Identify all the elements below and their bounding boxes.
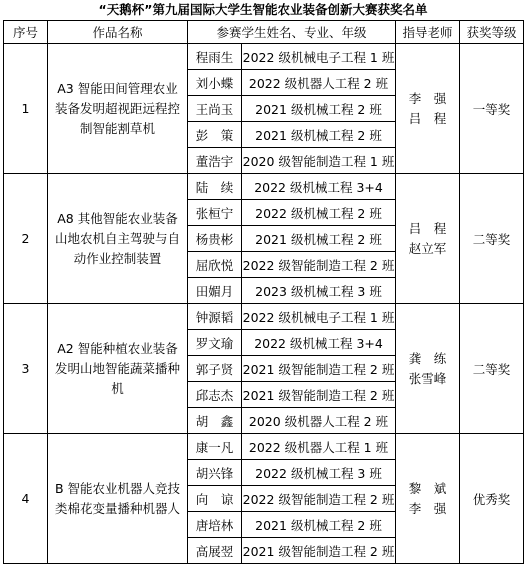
header-project: 作品名称 — [48, 21, 188, 44]
page-title: “天鹅杯”第九届国际大学生智能农业装备创新大赛获奖名单 — [98, 2, 428, 17]
header-seq: 序号 — [4, 21, 48, 44]
student-major-cell: 2021 级机械工程 2 班 — [242, 226, 396, 252]
student-name-cell: 钟源韬 — [188, 304, 242, 330]
project-name-cell: B 智能农业机器人竞技类棉花变量播种机器人 — [48, 434, 188, 564]
header-advisor: 指导老师 — [396, 21, 460, 44]
student-name-cell: 彭 策 — [188, 122, 242, 148]
award-cell: 二等奖 — [460, 304, 524, 434]
student-major-cell: 2022 级智能制造工程 2 班 — [242, 252, 396, 278]
advisor-name: 李 强 — [408, 500, 447, 516]
student-name-cell: 屈欣悦 — [188, 252, 242, 278]
student-major-cell: 2021 级智能制造工程 2 班 — [242, 538, 396, 564]
student-name-cell: 康一凡 — [188, 434, 242, 460]
table-row — [4, 44, 524, 70]
award-cell: 优秀奖 — [460, 434, 524, 564]
advisor-name: 吕 程 — [408, 110, 447, 126]
student-major-cell: 2022 级机械工程 3+4 — [242, 330, 396, 356]
advisor-name: 黎 斌 — [408, 480, 447, 496]
student-major-cell: 2022 级机械电子工程 1 班 — [242, 304, 396, 330]
student-major-cell: 2022 级智能制造工程 2 班 — [242, 486, 396, 512]
student-name-cell: 郭子贤 — [188, 356, 242, 382]
student-name-cell: 陆 续 — [188, 174, 242, 200]
student-major-cell: 2021 级机械工程 2 班 — [242, 512, 396, 538]
student-name-cell: 董浩宇 — [188, 148, 242, 174]
student-name-cell: 杨贵彬 — [188, 226, 242, 252]
student-major-cell: 2022 级机器人工程 2 班 — [242, 70, 396, 96]
student-name-cell: 王尚玉 — [188, 96, 242, 122]
header-students: 参赛学生姓名、专业、年级 — [188, 21, 396, 44]
header-row — [4, 21, 524, 44]
student-major-cell: 2021 级智能制造工程 2 班 — [242, 356, 396, 382]
advisor-cell — [396, 174, 460, 304]
student-major-cell: 2021 级机械工程 2 班 — [242, 122, 396, 148]
student-major-cell: 2020 级机器人工程 2 班 — [242, 408, 396, 434]
advisor-cell — [396, 44, 460, 174]
advisor-name: 张雪峰 — [408, 370, 447, 386]
student-name-cell: 胡兴锋 — [188, 460, 242, 486]
award-table — [3, 20, 524, 564]
student-major-cell: 2022 级机械工程 3+4 — [242, 174, 396, 200]
advisor-cell — [396, 434, 460, 564]
award-cell: 一等奖 — [460, 44, 524, 174]
advisor-name: 赵立军 — [408, 240, 447, 256]
student-major-cell: 2020 级智能制造工程 1 班 — [242, 148, 396, 174]
project-name-cell: A2 智能种植农业装备发明山地智能蔬菜播种机 — [48, 304, 188, 434]
student-name-cell: 刘小蝶 — [188, 70, 242, 96]
student-major-cell: 2022 级机器人工程 1 班 — [242, 434, 396, 460]
header-award: 获奖等级 — [460, 21, 524, 44]
student-name-cell: 罗文瑜 — [188, 330, 242, 356]
student-name-cell: 高展翌 — [188, 538, 242, 564]
student-major-cell: 2023 级机械工程 3 班 — [242, 278, 396, 304]
table-row — [4, 304, 524, 330]
student-name-cell: 胡 鑫 — [188, 408, 242, 434]
advisor-name: 龚 练 — [408, 350, 447, 366]
table-body — [4, 44, 524, 564]
award-cell: 二等奖 — [460, 174, 524, 304]
student-major-cell: 2022 级机械电子工程 1 班 — [242, 44, 396, 70]
seq-cell: 1 — [4, 44, 48, 174]
student-name-cell: 向 谅 — [188, 486, 242, 512]
student-name-cell: 张桓宁 — [188, 200, 242, 226]
student-major-cell: 2021 级智能制造工程 2 班 — [242, 382, 396, 408]
seq-cell: 3 — [4, 304, 48, 434]
advisor-name: 李 强 — [408, 90, 447, 106]
student-major-cell: 2022 级机械工程 3 班 — [242, 460, 396, 486]
project-name-cell: A8 其他智能农业装备山地农机自主驾驶与自动作业控制装置 — [48, 174, 188, 304]
student-major-cell: 2021 级机械工程 2 班 — [242, 96, 396, 122]
project-name-cell: A3 智能田间管理农业装备发明超视距远程控制智能割草机 — [48, 44, 188, 174]
table-row — [4, 174, 524, 200]
student-major-cell: 2022 级机械工程 2 班 — [242, 200, 396, 226]
student-name-cell: 邱志杰 — [188, 382, 242, 408]
student-name-cell: 程雨生 — [188, 44, 242, 70]
seq-cell: 2 — [4, 174, 48, 304]
student-name-cell: 田媚月 — [188, 278, 242, 304]
advisor-cell — [396, 304, 460, 434]
advisor-name: 吕 程 — [408, 220, 447, 236]
student-name-cell: 唐培林 — [188, 512, 242, 538]
seq-cell: 4 — [4, 434, 48, 564]
table-row — [4, 434, 524, 460]
